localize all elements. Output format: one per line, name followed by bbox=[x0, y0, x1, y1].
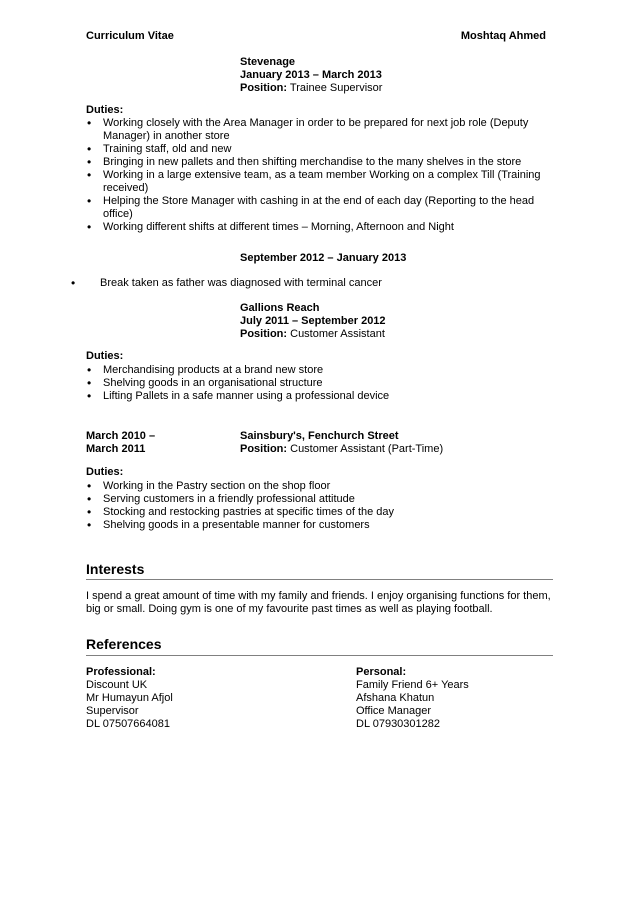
list-item: • Shelving goods in a presentable manner for customers bbox=[86, 519, 556, 532]
interests-text: I spend a great amount of time with my family and friends. I enjoy organising functions for them, big or small. Doing gym is one of my favourite past times as well as playing football. bbox=[86, 590, 551, 615]
job2-location: Gallions Reach bbox=[240, 302, 320, 314]
cv-title: Curriculum Vitae bbox=[86, 30, 174, 42]
job3-duties-list bbox=[86, 480, 556, 532]
list-item: • Bringing in new pallets and then shifting merchandise to the many shelves in the store bbox=[86, 156, 556, 169]
references-divider bbox=[86, 655, 553, 656]
job2-position-label: Position: bbox=[240, 328, 288, 340]
list-item: • Working in the Pastry section on the shop floor bbox=[86, 480, 556, 493]
list-item: • Merchandising products at a brand new store bbox=[86, 364, 556, 377]
job3-duties-label: Duties: bbox=[86, 466, 124, 478]
job3-dates bbox=[86, 430, 155, 456]
job2-duties-list bbox=[86, 364, 556, 403]
list-item: • Break taken as father was diagnosed with terminal cancer bbox=[70, 277, 540, 290]
job1-location: Stevenage bbox=[240, 56, 296, 68]
interests-heading: Interests bbox=[86, 561, 145, 577]
reference-line: Afshana Khatun bbox=[356, 692, 435, 704]
list-item: • Serving customers in a friendly professional attitude bbox=[86, 493, 556, 506]
personal-reference bbox=[356, 666, 469, 731]
job1-position-label: Position: bbox=[240, 82, 288, 94]
job3-location: Sainsbury's, Fenchurch Street bbox=[240, 430, 399, 442]
professional-reference bbox=[86, 666, 173, 731]
job3-heading bbox=[240, 430, 443, 456]
job2-heading bbox=[240, 302, 386, 341]
job1-dates: January 2013 – March 2013 bbox=[240, 69, 382, 81]
break-dates: September 2012 – January 2013 bbox=[240, 252, 407, 264]
job3-position-label: Position: bbox=[240, 443, 288, 455]
job3-position bbox=[240, 443, 443, 456]
job2-duties-label: Duties: bbox=[86, 350, 124, 362]
list-item: • Working different shifts at different times – Morning, Afternoon and Night bbox=[86, 221, 556, 234]
professional-label: Professional: bbox=[86, 666, 156, 678]
break-list bbox=[70, 277, 540, 290]
reference-line: Office Manager bbox=[356, 705, 432, 717]
interests-divider bbox=[86, 579, 553, 580]
reference-line: DL 07507664081 bbox=[86, 718, 171, 730]
reference-line: Family Friend 6+ Years bbox=[356, 679, 469, 691]
personal-label: Personal: bbox=[356, 666, 407, 678]
references-heading: References bbox=[86, 636, 162, 652]
list-item: • Lifting Pallets in a safe manner using a professional device bbox=[86, 390, 556, 403]
job1-position-value: Trainee Supervisor bbox=[287, 82, 383, 94]
reference-line: Discount UK bbox=[86, 679, 148, 691]
list-item: • Working closely with the Area Manager in order to be prepared for next job role (Deputy Manager) in another store bbox=[86, 117, 556, 143]
list-item: • Working in a large extensive team, as a team member Working on a complex Till (Training received) bbox=[86, 169, 556, 195]
job1-heading bbox=[240, 56, 382, 95]
reference-line: DL 07930301282 bbox=[356, 718, 441, 730]
reference-line: Mr Humayun Afjol bbox=[86, 692, 173, 704]
job1-duties-list bbox=[86, 117, 556, 234]
job2-dates: July 2011 – September 2012 bbox=[240, 315, 386, 327]
job1-position bbox=[240, 82, 382, 95]
cv-owner-name: Moshtaq Ahmed bbox=[460, 30, 546, 42]
list-item: • Helping the Store Manager with cashing in at the end of each day (Reporting to the head office) bbox=[86, 195, 556, 221]
list-item: • Stocking and restocking pastries at specific times of the day bbox=[86, 506, 556, 519]
list-item: • Shelving goods in an organisational structure bbox=[86, 377, 556, 390]
job2-position bbox=[240, 328, 386, 341]
job1-duties-label: Duties: bbox=[86, 104, 124, 116]
reference-line: Supervisor bbox=[86, 705, 139, 717]
job3-date-from: March 2010 – bbox=[86, 430, 156, 442]
list-item: • Training staff, old and new bbox=[86, 143, 556, 156]
job3-position-value: Customer Assistant (Part-Time) bbox=[287, 443, 444, 455]
job3-date-to: March 2011 bbox=[86, 443, 146, 455]
job2-position-value: Customer Assistant bbox=[287, 328, 385, 340]
